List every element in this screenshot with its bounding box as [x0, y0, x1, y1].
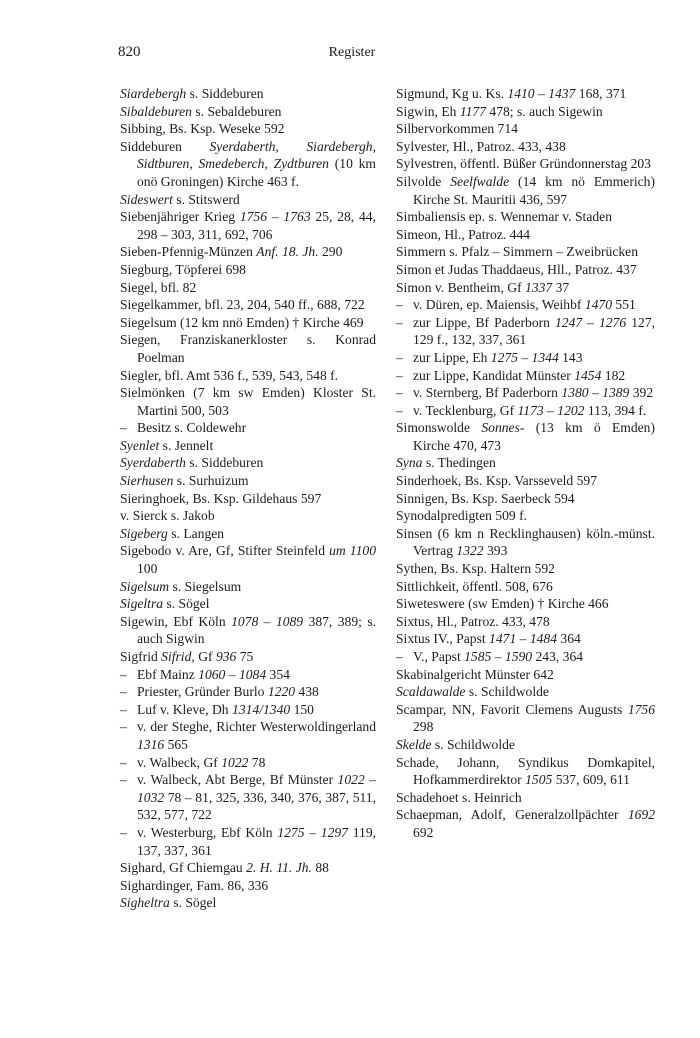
entry-text: zur Lippe, Bf Paderborn: [413, 314, 555, 330]
entry-text: Seelfwalde: [450, 173, 510, 189]
entry-text: 1505: [525, 772, 553, 788]
entry-text: Sideswert: [120, 191, 173, 207]
entry-text: 1756 – 1763: [239, 209, 311, 225]
entry-text: Sigheltra: [120, 895, 170, 911]
index-entry: [120, 314, 376, 332]
index-entry: [396, 349, 655, 367]
entry-text: 37: [552, 279, 570, 295]
entry-text: Priester, Gründer Burlo: [137, 684, 268, 700]
index-entry: [396, 806, 655, 841]
index-entry: [120, 490, 376, 508]
entry-text: Sieben-Pfennig-Münzen: [120, 244, 257, 260]
entry-text: Sinderhoek, Bs. Ksp. Varsseveld 597: [396, 473, 597, 489]
index-entry: [396, 120, 655, 138]
subentry-dash: –: [120, 754, 127, 770]
entry-text: 1471 – 1484: [489, 631, 558, 647]
entry-text: 392: [629, 385, 654, 401]
entry-text: Siegen, Franziskanerkloster s. Konrad Poelman: [120, 332, 376, 365]
entry-text: 1275 – 1344: [490, 349, 559, 365]
entry-text: 1078 – 1089: [231, 613, 304, 629]
entry-text: Siegler, bfl. Amt 536 f., 539, 543, 548 f.: [120, 367, 339, 383]
entry-text: v. der Steghe, Richter Westerwoldingerland: [137, 719, 376, 735]
entry-text: 2. H. 11. Jh.: [246, 860, 312, 876]
entry-text: Sifrid,: [161, 649, 195, 664]
entry-text: v. Sierck s. Jakob: [120, 508, 215, 524]
entry-text: s. Siegelsum: [169, 578, 242, 594]
entry-text: 298: [413, 719, 434, 735]
entry-text: 478; s. auch Sigewin: [486, 103, 603, 119]
entry-text: v. Walbeck, Gf: [137, 754, 222, 770]
entry-text: Sinnigen, Bs. Ksp. Saerbeck 594: [396, 490, 575, 506]
entry-text: Sigebodo v. Are, Gf, Stifter Steinfeld: [120, 543, 330, 559]
subentry-dash: –: [396, 402, 403, 418]
entry-text: 119, 137, 337, 361: [137, 824, 377, 858]
entry-text: 100: [137, 561, 158, 577]
index-entry: [396, 208, 655, 226]
index-entry: [396, 384, 655, 402]
entry-text: 290: [318, 244, 343, 260]
entry-text: 1337: [525, 279, 553, 295]
entry-text: 1585 – 1590: [464, 649, 533, 664]
running-title: Register: [328, 45, 376, 60]
index-entry: [120, 191, 376, 209]
entry-text: 1220: [267, 684, 296, 700]
subentry-dash: –: [120, 420, 127, 436]
index-entry: [396, 613, 655, 631]
entry-text: Synodalpredigten 509 f.: [396, 508, 528, 524]
index-entry: [120, 437, 376, 455]
entry-text: zur Lippe, Kandidat Münster: [413, 367, 575, 383]
entry-text: Simon v. Bentheim, Gf: [396, 279, 526, 295]
index-entry: [396, 314, 655, 349]
entry-text: 127, 129 f., 132, 337, 361: [413, 314, 655, 348]
entry-text: Silbervorkommen 714: [396, 121, 518, 137]
index-entry: [396, 85, 655, 103]
page-header: [118, 44, 586, 64]
entry-text: Sigmund, Kg u. Ks.: [396, 86, 508, 101]
index-entry: [396, 525, 655, 560]
index-entry: [396, 666, 655, 684]
entry-text: 1060 – 1084: [198, 666, 267, 682]
entry-text: Schaepman, Adolf, Generalzollpächter: [396, 807, 628, 823]
index-entry: [120, 419, 376, 437]
entry-text: Ebf Mainz: [137, 666, 199, 682]
subentry-dash: –: [120, 719, 127, 735]
entry-text: Sigewin, Ebf Köln: [120, 613, 232, 629]
entry-text: s. Siddeburen: [185, 455, 264, 471]
entry-text: 1756: [627, 701, 655, 717]
index-entry: [396, 736, 655, 754]
entry-text: 936: [215, 649, 237, 664]
index-entry: [396, 226, 655, 244]
entry-text: v. Sternberg, Bf Paderborn: [413, 385, 562, 401]
index-entry: [120, 877, 376, 895]
entry-text: v. Düren, ep. Maiensis, Weihbf: [413, 297, 585, 313]
entry-text: 692: [413, 824, 434, 840]
subentry-dash: –: [396, 367, 403, 383]
index-entry: [120, 243, 376, 261]
entry-text: Sylvestren, öffentl. Büßer Gründonnerstag 203: [396, 156, 651, 172]
entry-text: 1177: [459, 103, 487, 119]
entry-text: s. Langen: [167, 525, 225, 541]
entry-text: Simbaliensis ep. s. Wennemar v. Staden: [396, 209, 612, 225]
index-entry: [120, 85, 376, 103]
entry-text: Sixtus IV., Papst: [396, 631, 490, 647]
entry-text: 75: [236, 649, 254, 664]
entry-text: (13 km ö Emden) Kirche 470, 473: [413, 420, 655, 453]
index-entry: [396, 789, 655, 807]
entry-text: Syerdaberth, Siardebergh, Sidtburen, Smedeberch, Zydtburen: [137, 138, 376, 172]
index-entry: [396, 630, 655, 648]
entry-text: Sigwin, Eh: [396, 103, 460, 119]
entry-text: 1022 – 1032: [137, 772, 376, 805]
entry-text: 78: [248, 754, 266, 770]
entry-text: Scampar, NN, Favorit Clemens Augusts: [396, 701, 628, 717]
entry-text: um 1100: [329, 543, 376, 559]
entry-text: V., Papst: [413, 649, 465, 664]
entry-text: Siegelsum (12 km nnö Emden) † Kirche 469: [120, 314, 364, 330]
entry-text: 1322: [456, 543, 484, 559]
subentry-dash: –: [396, 649, 403, 664]
entry-text: s. Schildwolde: [431, 736, 515, 752]
subentry-dash: –: [120, 824, 127, 840]
entry-text: 1022: [221, 754, 249, 770]
entry-text: zur Lippe, Eh: [413, 349, 491, 365]
entry-text: Besitz s. Coldewehr: [137, 420, 247, 436]
index-entry: [120, 138, 376, 191]
index-entry: [396, 243, 655, 261]
index-entry: [396, 296, 655, 314]
index-entry: [396, 402, 655, 420]
entry-text: s. Sögel: [169, 895, 217, 911]
index-entry: [120, 120, 376, 138]
entry-text: Siddeburen: [120, 138, 210, 154]
index-entry: [120, 859, 376, 877]
index-entry: [120, 718, 376, 753]
entry-text: s. Siddeburen: [186, 86, 264, 101]
entry-text: v. Westerburg, Ebf Köln: [137, 824, 278, 840]
entry-text: 387, 389; s. auch Sigwin: [137, 613, 377, 647]
index-entry: [396, 701, 655, 736]
entry-text: 25, 28, 44, 298 – 303, 311, 692, 706: [137, 209, 376, 242]
entry-text: 168, 371: [575, 86, 627, 101]
index-entry: [396, 490, 655, 508]
entry-text: Syna: [396, 455, 423, 471]
entry-text: (14 km nö Emmerich) Kirche St. Mauritii 436, 597: [413, 173, 655, 207]
entry-text: v. Walbeck, Abt Berge, Bf Münster: [137, 772, 338, 788]
entry-text: s. Sögel: [163, 596, 210, 612]
entry-text: Schadehoet s. Heinrich: [396, 789, 522, 805]
entry-text: Sibbing, Bs. Ksp. Weseke 592: [120, 121, 285, 137]
entry-text: 393: [483, 543, 508, 559]
entry-text: Sieringhoek, Bs. Ksp. Gildehaus 597: [120, 490, 322, 506]
index-entry: [396, 454, 655, 472]
entry-text: Skabinalgericht Münster 642: [396, 666, 554, 682]
entry-text: Siweteswere (sw Emden) † Kirche 466: [396, 596, 609, 612]
subentry-dash: –: [120, 684, 127, 700]
entry-text: Simmern s. Pfalz – Simmern – Zweibrücken: [396, 244, 638, 260]
entry-text: Siegel, bfl. 82: [120, 279, 197, 295]
entry-text: Syenlet: [120, 437, 160, 453]
index-entry: [120, 331, 376, 366]
entry-text: Scaldawalde: [396, 684, 466, 700]
entry-text: 78 – 81, 325, 336, 340, 376, 387, 511, 532, 577, 722: [137, 789, 376, 823]
entry-text: Silvolde: [396, 173, 451, 189]
index-entry: [120, 208, 376, 243]
entry-text: 143: [558, 349, 583, 365]
index-entry: [396, 103, 655, 121]
entry-text: Syerdaberth: [120, 455, 186, 471]
entry-text: Simonswolde: [396, 420, 482, 436]
index-entry: [396, 279, 655, 297]
entry-text: s. Jennelt: [159, 437, 214, 453]
subentry-dash: –: [396, 297, 403, 313]
entry-text: 113, 394 f.: [584, 402, 647, 418]
index-entry: [396, 138, 655, 156]
index-entry: [396, 507, 655, 525]
entry-text: 1692: [627, 807, 655, 823]
subentry-dash: –: [396, 314, 403, 330]
entry-text: Sixtus, Hl., Patroz. 433, 478: [396, 613, 550, 629]
index-entry: [120, 261, 376, 279]
entry-text: s. Schildwolde: [465, 684, 549, 700]
entry-text: v. Tecklenburg, Gf: [413, 402, 518, 418]
entry-text: 150: [290, 701, 314, 717]
entry-text: Anf. 18. Jh.: [256, 244, 319, 260]
entry-text: 1247 – 1276: [554, 314, 627, 330]
index-entry: [120, 701, 376, 719]
entry-text: 1275 – 1297: [277, 824, 348, 840]
index-entry: [396, 173, 655, 208]
index-entry: [120, 296, 376, 314]
entry-text: Sinsen (6 km n Recklinghausen) köln.-münst. Vertrag: [396, 525, 655, 559]
index-entry: [396, 261, 655, 279]
entry-text: 1470: [584, 297, 613, 313]
index-entry: [120, 613, 376, 648]
entry-text: Sittlichkeit, öffentl. 508, 676: [396, 578, 553, 594]
entry-text: Luf v. Kleve, Dh: [137, 701, 233, 717]
index-entry: [396, 578, 655, 596]
index-entry: [396, 648, 655, 666]
entry-text: s. Surhuizum: [173, 473, 249, 489]
index-entry: [120, 771, 376, 824]
index-entry: [120, 894, 376, 912]
entry-text: Sigeberg: [120, 525, 168, 541]
index-entry: [396, 683, 655, 701]
entry-text: 1380 – 1389: [561, 385, 630, 401]
index-entry: [396, 560, 655, 578]
index-entry: [120, 454, 376, 472]
index-entry: [120, 279, 376, 297]
entry-text: Skelde: [396, 736, 432, 752]
page-number: 820: [118, 44, 141, 60]
entry-text: (10 km onö Groningen) Kirche 463 f.: [137, 156, 376, 189]
entry-text: 1410 – 1437: [507, 86, 576, 101]
index-entry: [120, 754, 376, 772]
entry-text: Sonnes-: [481, 420, 525, 436]
subentry-dash: –: [120, 772, 127, 788]
index-entry: [120, 384, 376, 419]
entry-text: 1314/1340: [232, 701, 291, 717]
index-entry: [120, 525, 376, 543]
right-column: [396, 85, 655, 842]
entry-text: 88: [311, 860, 329, 876]
index-entry: [120, 578, 376, 596]
entry-text: Sighard, Gf Chiemgau: [120, 860, 247, 876]
entry-text: 182: [601, 367, 626, 383]
index-entry: [120, 595, 376, 613]
entry-text: Sigeltra: [120, 596, 164, 612]
index-entry: [120, 507, 376, 525]
index-entry: [120, 683, 376, 701]
entry-text: Siegelkammer, bfl. 23, 204, 540 ff., 688, 722: [120, 297, 365, 313]
entry-text: Siardebergh: [120, 86, 187, 101]
entry-text: s. Sebaldeburen: [191, 103, 282, 119]
entry-text: 1173 – 1202: [517, 402, 585, 418]
index-entry: [120, 666, 376, 684]
entry-text: Sighardinger, Fam. 86, 336: [120, 877, 269, 893]
subentry-dash: –: [396, 385, 403, 401]
subentry-dash: –: [396, 349, 403, 365]
index-entry: [120, 472, 376, 490]
index-entry: [120, 103, 376, 121]
entry-text: 1454: [574, 367, 602, 383]
entry-text: 537, 609, 611: [552, 772, 630, 788]
entry-text: Sierhusen: [120, 473, 174, 489]
entry-text: 354: [266, 666, 290, 682]
entry-text: Siegburg, Töpferei 698: [120, 261, 246, 277]
index-entry: [120, 367, 376, 385]
index-entry: [396, 367, 655, 385]
index-entry: [120, 824, 376, 859]
entry-text: Simon et Judas Thaddaeus, Hll., Patroz. 437: [396, 261, 637, 277]
entry-text: Schade, Johann, Syndikus Domkapitel, Hofkammerdirektor: [396, 754, 655, 788]
index-entry: [396, 155, 655, 173]
index-entry: [120, 542, 376, 577]
left-column: [120, 85, 376, 912]
entry-text: Sigfrid: [120, 649, 162, 664]
entry-text: Sylvester, Hl., Patroz. 433, 438: [396, 138, 566, 154]
entry-text: 551: [612, 297, 636, 313]
entry-text: 243, 364: [532, 649, 584, 664]
index-entry: [396, 419, 655, 454]
entry-text: Gf: [194, 649, 216, 664]
entry-text: Sibaldeburen: [120, 103, 192, 119]
entry-text: s. Thedingen: [422, 455, 496, 471]
entry-text: 438: [295, 684, 319, 700]
entry-text: Siebenjähriger Krieg: [120, 209, 240, 225]
index-entry: [396, 754, 655, 789]
entry-text: Sythen, Bs. Ksp. Haltern 592: [396, 561, 555, 577]
entry-text: Simeon, Hl., Patroz. 444: [396, 226, 531, 242]
index-entry: [120, 648, 376, 666]
subentry-dash: –: [120, 701, 127, 717]
entry-text: 1316: [137, 736, 165, 752]
entry-text: s. Stitswerd: [172, 191, 240, 207]
entry-text: 565: [164, 736, 188, 752]
entry-text: Sigelsum: [120, 578, 170, 594]
index-entry: [396, 472, 655, 490]
entry-text: Sielmönken (7 km sw Emden) Kloster St. Martini 500, 503: [120, 385, 376, 418]
entry-text: 364: [557, 631, 581, 647]
subentry-dash: –: [120, 666, 127, 682]
index-entry: [396, 595, 655, 613]
